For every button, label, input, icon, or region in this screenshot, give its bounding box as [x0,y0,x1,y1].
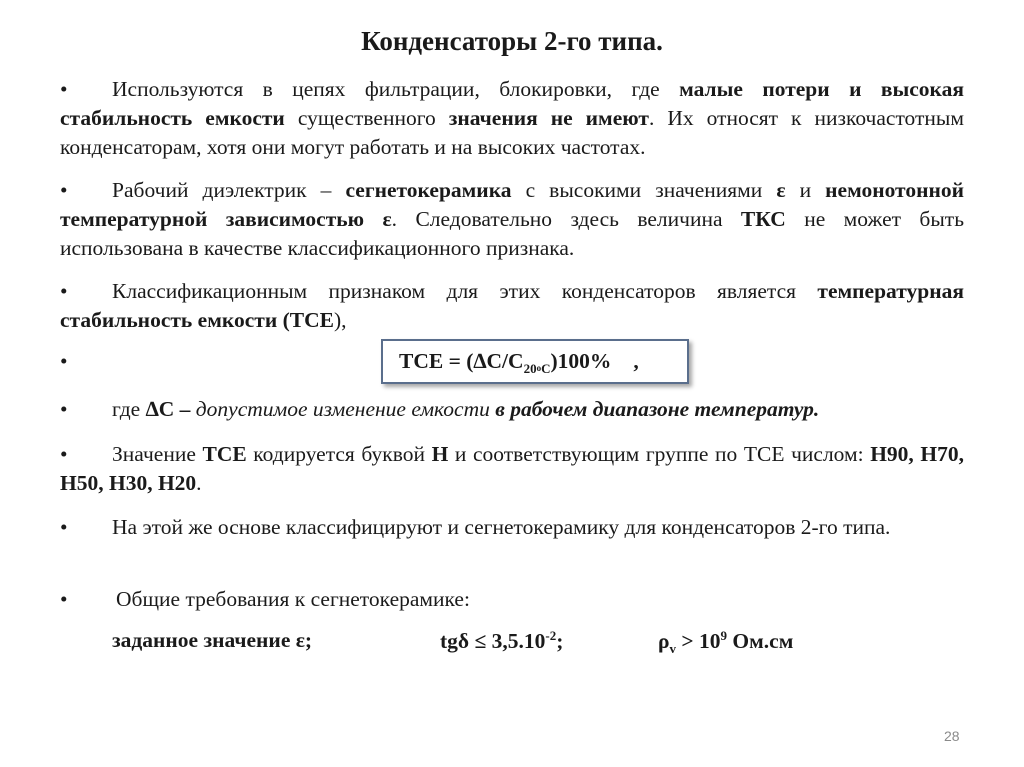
bullet: • [60,515,68,539]
italic-text: допустимое изменение емкости [195,397,490,421]
bold-text: немонотонной температурной зависимостью ε [60,178,964,231]
bullet: • [60,178,68,202]
bullet: • [60,349,68,373]
bullet: • [60,397,68,421]
bold-text: TCE [202,442,247,466]
requirement-loss-tangent [440,628,563,654]
paragraph-delta-c [60,395,964,424]
requirement-resistivity [658,628,793,657]
slide-title: Конденсаторы 2-го типа. [361,26,663,56]
bold-text: Н90, Н70, Н50, Н30, Н20 [60,442,965,495]
text: На этой же основе классифицируют и сегнетокерамику для конденсаторов 2-го типа. [112,515,891,539]
text: и [785,178,826,202]
bold-text: температурная стабильность емкости (TCE [60,279,964,332]
text: кодируется буквой [246,442,432,466]
text: не может быть использована в качестве классификационного признака. [60,207,965,260]
text: ), [333,308,347,332]
bold-text: сегнетокерамика [345,178,512,202]
paragraph-usage [60,75,964,162]
bold-text: Н [431,442,449,466]
text: > 10 [676,629,721,653]
bold-text: малые потери и высокая стабильность емкости [60,77,965,130]
text: и соответствующим группе по TCE числом: [448,442,871,466]
superscript: -2 [545,628,557,643]
paragraph-classification [60,277,964,335]
bullet: • [60,587,68,611]
text: Используются в цепях фильтрации, блокировки, где [112,77,680,101]
text: Ом.см [727,629,794,653]
text: Классификационным признаком для этих конденсаторов является [112,279,818,303]
text: Общие требования к сегнетокерамике: [116,587,470,611]
text: ρ [658,629,670,653]
bold-text: ∆C – [145,397,196,421]
requirement-epsilon: заданное значение ε; [112,628,313,652]
formula-box [381,339,689,384]
text: . [196,471,202,495]
formula-subscript: 20 [523,361,537,376]
formula-text: TCE = (∆C/C [399,349,524,373]
paragraph-ferroceramics [60,513,964,542]
text: с высокими значениями [511,178,777,202]
formula-text: )100% [550,349,612,373]
paragraph-requirements [60,585,964,614]
text: . Их относят к низкочастотным конденсаторам, хотя они могут работать и на высоких частотах. [60,106,964,159]
bold-text: ε [776,178,786,202]
text: Значение [112,442,203,466]
formula-subscript-unit: C [541,361,551,376]
paragraph-dielectric [60,176,964,263]
bold-text: ТКС [740,207,786,231]
text: . Следовательно здесь величина [391,207,741,231]
formula-comma: , [633,349,639,373]
bold-text: значения не имеют [448,106,649,130]
subscript: v [669,641,677,656]
bold-italic-text: в рабочем диапазоне температур. [489,397,820,421]
text: ; [556,629,564,653]
superscript: 9 [720,628,728,643]
text: tgδ ≤ 3,5.10 [440,629,546,653]
text: Рабочий диэлектрик – [112,178,346,202]
paragraph-tce-code [60,440,964,498]
formula-subscript-degree: o [536,363,542,373]
bullet: • [60,77,68,101]
text: существенного [284,106,449,130]
page-number: 28 [944,728,960,744]
bullet: • [60,442,68,466]
bullet: • [60,279,68,303]
text: где [112,397,146,421]
